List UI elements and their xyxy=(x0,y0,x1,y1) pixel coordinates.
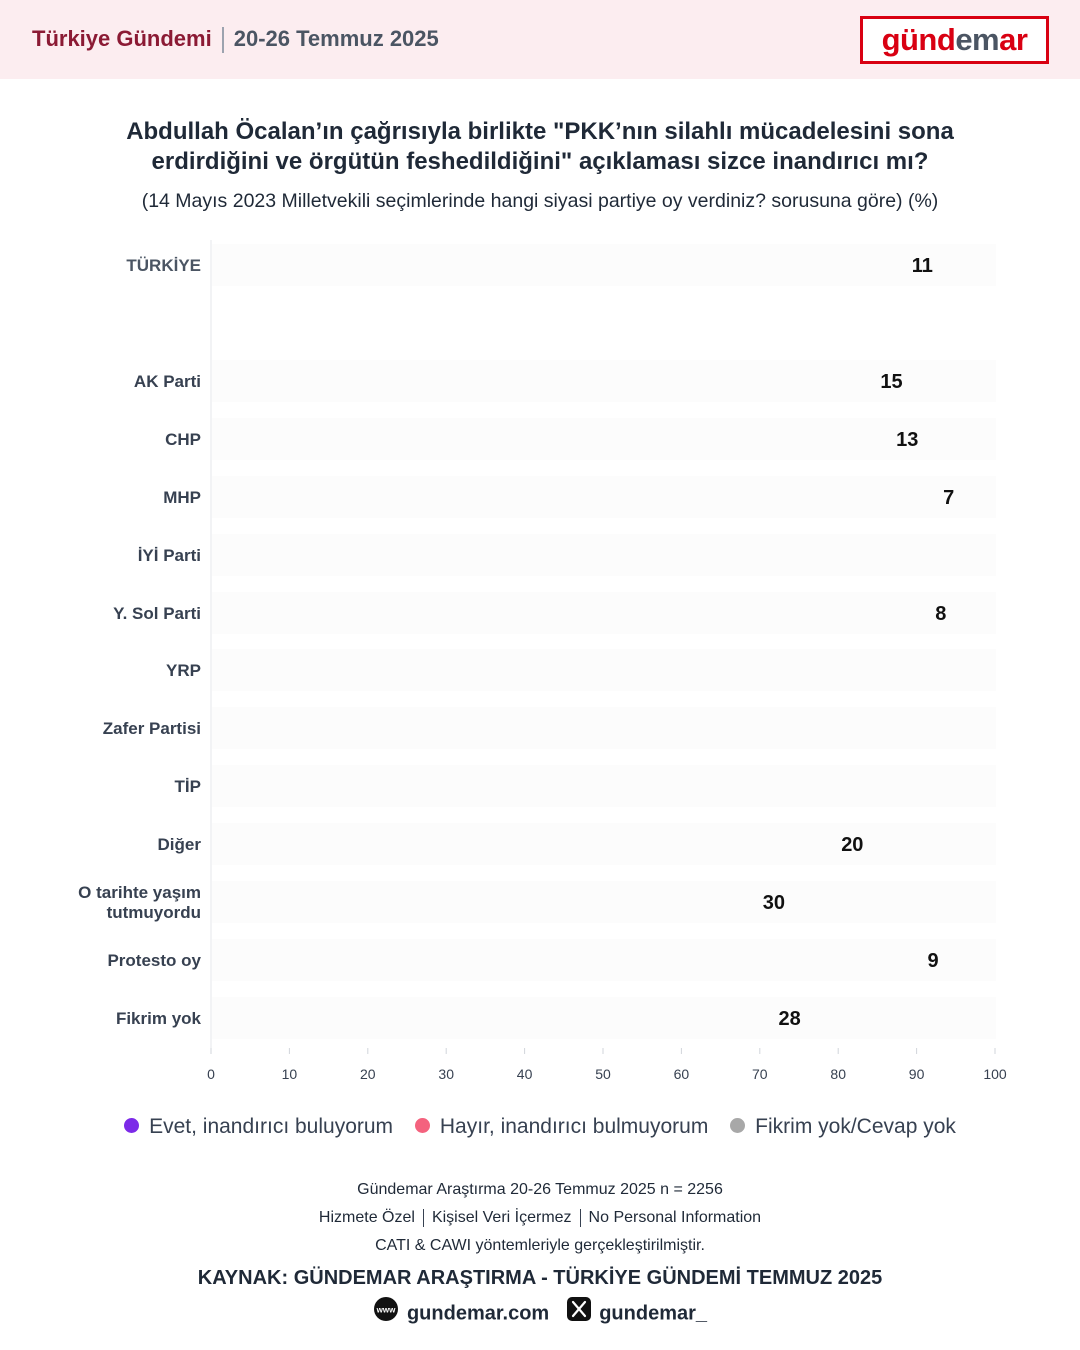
category-label: YRP xyxy=(166,661,201,680)
bar-chart xyxy=(0,230,1080,1090)
legend-label-evet: Evet, inandırıcı buluyorum xyxy=(149,1115,394,1138)
value-label: 11 xyxy=(911,255,933,277)
category-label: Diğer xyxy=(157,835,201,854)
chart-title-line2: erdirdiğini ve örgütün feshedildiğini" açıklaması sizce inandırıcı mı? xyxy=(151,148,929,175)
header-title xyxy=(32,26,439,53)
footer-privacy-c: No Personal Information xyxy=(588,1209,762,1227)
category-label: Fikrim yok xyxy=(115,1009,201,1028)
legend-label-fikrim-yok: Fikrim yok/Cevap yok xyxy=(755,1115,956,1138)
chart-subtitle: (14 Mayıs 2023 Milletvekili seçimlerinde hangi siyasi partiye oy verdiniz? sorusuna göre) (%) xyxy=(141,190,939,212)
header-divider xyxy=(222,27,224,53)
legend-item-fikrim-yok xyxy=(730,1115,956,1139)
x-icon xyxy=(567,1297,591,1327)
category-label: Zafer Partisi xyxy=(102,719,201,738)
category-label: Protesto oy xyxy=(107,951,201,970)
footer-survey-info: Gündemar Araştırma 20-26 Temmuz 2025 n = 2256 xyxy=(357,1181,723,1198)
svg-text:www: www xyxy=(376,1305,396,1315)
category-label: CHP xyxy=(165,430,201,449)
legend-label-hayir: Hayır, inandırıcı bulmuyorum xyxy=(439,1115,709,1138)
section-label: Türkiye Gündemi xyxy=(32,26,212,51)
footer-social xyxy=(0,1298,1080,1330)
gundemar-logo: gündemar xyxy=(860,16,1049,64)
legend-item-hayir xyxy=(415,1115,708,1139)
x-tick-label: 40 xyxy=(516,1066,533,1082)
row-band xyxy=(212,881,996,923)
category-label: AK Parti xyxy=(133,372,201,391)
footer-divider xyxy=(423,1209,424,1227)
row-band xyxy=(212,592,996,634)
value-label: 13 xyxy=(896,429,919,451)
row-band xyxy=(212,939,996,981)
x-tick-label: 70 xyxy=(752,1066,768,1082)
row-band xyxy=(212,765,996,807)
x-tick-label: 80 xyxy=(830,1066,846,1082)
category-label: O tarihte yaşım tutmuyordu xyxy=(78,883,201,922)
value-label: 20 xyxy=(841,834,864,856)
legend-item-evet xyxy=(124,1115,393,1139)
legend-dot-fikrim-yok xyxy=(730,1118,745,1133)
legend-dot-hayir xyxy=(415,1118,430,1133)
category-label: İYİ Parti xyxy=(137,546,201,565)
x-tick-label: 90 xyxy=(908,1066,925,1082)
category-label: TİP xyxy=(174,777,201,796)
row-band xyxy=(212,360,996,402)
chart-title-line1: Abdullah Öcalan’ın çağrısıyla birlikte "PKK’nın silahlı mücadelesini sona xyxy=(126,118,954,145)
value-label: 28 xyxy=(778,1008,801,1030)
legend-dot-evet xyxy=(124,1118,139,1133)
category-label: TÜRKİYE xyxy=(126,256,201,275)
footer-source: KAYNAK: GÜNDEMAR ARAŞTIRMA - TÜRKİYE GÜNDEMİ TEMMUZ 2025 xyxy=(197,1267,883,1289)
x-tick-label: 10 xyxy=(281,1066,298,1082)
x-tick-label: 0 xyxy=(207,1066,215,1082)
value-label: 9 xyxy=(927,950,939,972)
row-band xyxy=(212,244,996,286)
row-band xyxy=(212,707,996,749)
x-tick-label: 60 xyxy=(673,1066,690,1082)
value-label: 30 xyxy=(762,892,786,914)
row-band xyxy=(212,823,996,865)
chart-title xyxy=(60,117,1020,177)
globe-icon xyxy=(373,1296,399,1328)
date-range-label: 20-26 Temmuz 2025 xyxy=(233,26,439,51)
footer-privacy-a: Hizmete Özel xyxy=(318,1209,415,1227)
footer-divider xyxy=(580,1209,581,1227)
x-tick-label: 20 xyxy=(360,1066,376,1082)
row-band xyxy=(212,534,996,576)
row-band xyxy=(212,649,996,691)
x-tick-label: 50 xyxy=(595,1066,611,1082)
footer-method: CATI & CAWI yöntemleriyle gerçekleştirilmiştir. xyxy=(375,1237,705,1254)
value-label: 7 xyxy=(943,487,955,509)
category-label: MHP xyxy=(163,488,201,507)
footer-privacy-info xyxy=(0,1209,1080,1227)
row-band xyxy=(212,997,996,1039)
header-bar xyxy=(0,0,1080,79)
website-link[interactable]: gundemar.com xyxy=(406,1302,550,1325)
x-tick-label: 30 xyxy=(438,1066,454,1082)
category-label: Y. Sol Parti xyxy=(113,604,201,623)
row-band xyxy=(212,418,996,460)
value-label: 8 xyxy=(935,603,947,625)
value-label: 15 xyxy=(880,371,903,393)
chart-legend xyxy=(0,1115,1080,1139)
x-tick-label: 100 xyxy=(983,1066,1007,1082)
row-band xyxy=(212,476,996,518)
footer-privacy-b: Kişisel Veri İçermez xyxy=(431,1209,572,1227)
x-handle-link[interactable]: gundemar_ xyxy=(599,1302,708,1325)
